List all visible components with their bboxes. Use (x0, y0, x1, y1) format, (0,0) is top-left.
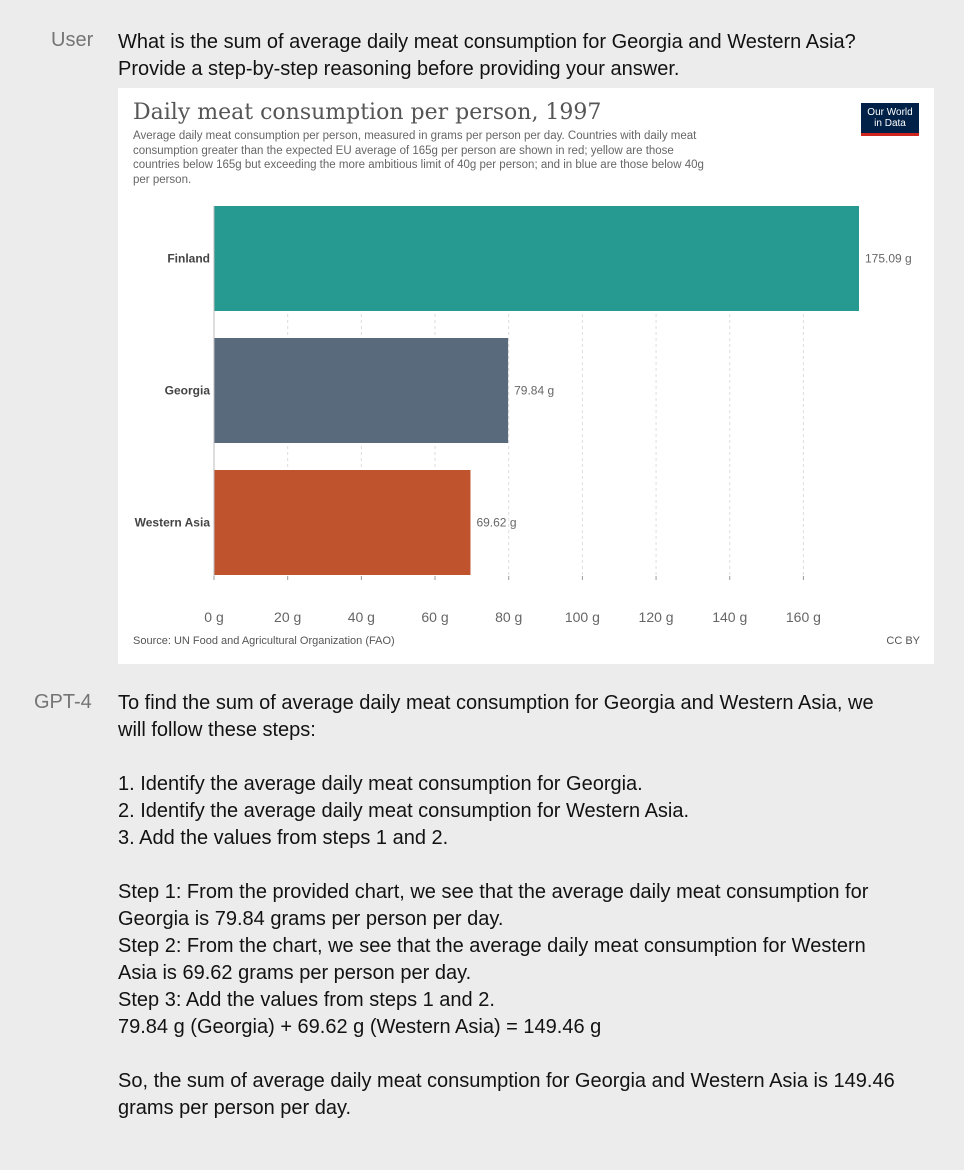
bar-georgia (214, 338, 508, 443)
x-tick-label: 60 g (421, 609, 449, 625)
assistant-message-line: 1. Identify the average daily meat consumption for Georgia. (118, 773, 643, 795)
user-message-line: What is the sum of average daily meat consumption for Georgia and Western Asia? (118, 31, 856, 53)
assistant-message-line: Step 1: From the provided chart, we see that the average daily meat consumption for (118, 881, 869, 903)
category-label: Finland (167, 251, 210, 266)
assistant-message-line: 2. Identify the average daily meat consumption for Western Asia. (118, 800, 690, 822)
x-tick-label: 0 g (204, 609, 224, 625)
assistant-message-line: To find the sum of average daily meat consumption for Georgia and Western Asia, we (118, 692, 874, 714)
x-tick-label: 20 g (274, 609, 302, 625)
chart-card (118, 88, 934, 664)
x-tick-label: 40 g (347, 609, 375, 625)
assistant-message-text (118, 690, 918, 1122)
assistant-message-line: will follow these steps: (118, 719, 316, 741)
assistant-message-line: Asia is 69.62 grams per person per day. (118, 962, 472, 984)
bar-finland (214, 206, 859, 311)
assistant-message-line (118, 852, 918, 879)
logo-line-2: in Data (874, 118, 906, 129)
assistant-message-line: Step 3: Add the values from steps 1 and 2. (118, 989, 495, 1011)
assistant-message-line: 79.84 g (Georgia) + 69.62 g (Western Asia) = 149.46 g (118, 1016, 602, 1038)
chart-subtitle-line: countries below 165g but exceeding the more ambitious limit of 40g per person; and in blue are those below 40g (133, 159, 704, 171)
user-role-label: User (51, 29, 94, 51)
bar-western-asia (214, 470, 470, 575)
chart-license[interactable]: CC BY (886, 635, 920, 647)
assistant-message-line: Step 2: From the chart, we see that the average daily meat consumption for Western (118, 935, 866, 957)
user-message-line: Provide a step-by-step reasoning before providing your answer. (118, 58, 680, 80)
chart-subtitle-line: consumption greater than the expected EU average of 165g per person are shown in red; yellow are those (133, 144, 674, 157)
logo-line-1: Our World (867, 107, 913, 118)
data-label: 79.84 g (514, 383, 555, 398)
data-label: 175.09 g (865, 251, 912, 266)
assistant-message-line: grams per person per day. (118, 1097, 352, 1119)
category-label: Western Asia (134, 515, 210, 530)
chart-subtitle-line: per person. (133, 173, 192, 186)
x-tick-label: 120 g (638, 609, 674, 625)
assistant-message-line (118, 744, 918, 771)
x-tick-label: 100 g (564, 609, 600, 625)
chart-title: Daily meat consumption per person, 1997 (133, 100, 602, 125)
user-message-text (118, 29, 918, 83)
chart-source: Source: UN Food and Agricultural Organization (FAO) (133, 635, 395, 647)
bar-chart (118, 88, 934, 664)
assistant-message-line: So, the sum of average daily meat consumption for Georgia and Western Asia is 149.46 (118, 1070, 895, 1092)
category-label: Georgia (164, 383, 210, 398)
chart-subtitle-line: Average daily meat consumption per person, measured in grams per person per day. Countries with daily meat (133, 130, 697, 142)
x-tick-label: 160 g (785, 609, 821, 625)
assistant-role-label: GPT-4 (34, 691, 92, 713)
assistant-message-line: 3. Add the values from steps 1 and 2. (118, 827, 449, 849)
data-label: 69.62 g (476, 515, 517, 530)
x-tick-label: 140 g (712, 609, 748, 625)
assistant-message-line: Georgia is 79.84 grams per person per day. (118, 908, 504, 930)
assistant-message-line (118, 1041, 918, 1068)
x-tick-label: 80 g (495, 609, 523, 625)
